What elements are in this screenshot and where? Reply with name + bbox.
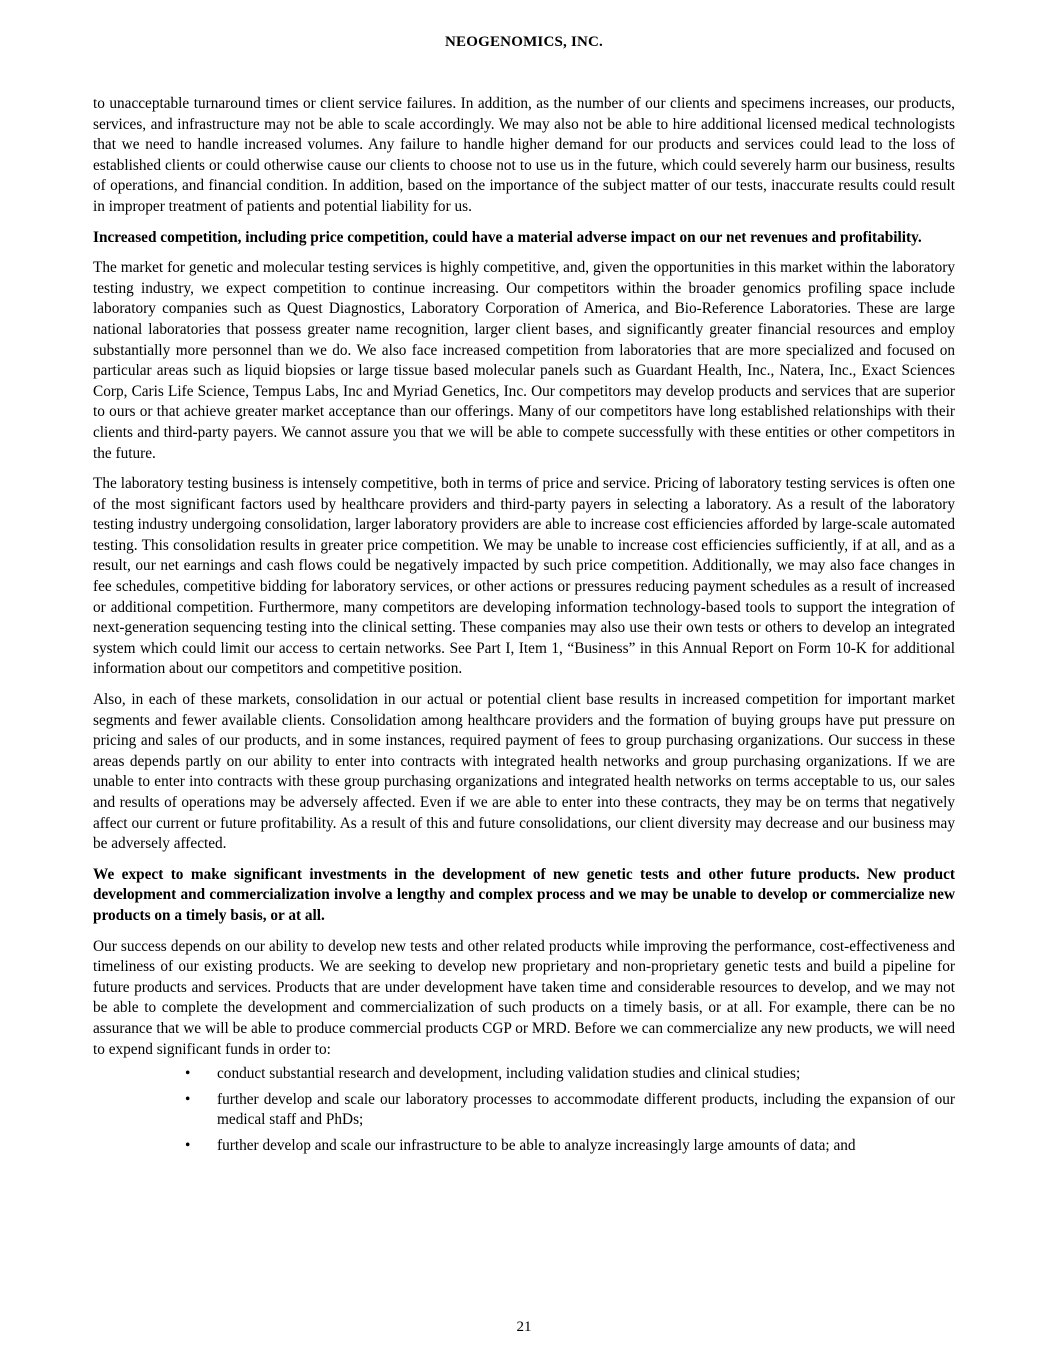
bullet-icon: •	[185, 1136, 191, 1154]
risk-heading-competition: Increased competition, including price competition, could have a material adverse impact on our net revenues and profitability.	[93, 228, 922, 246]
paragraph-product-development: Our success depends on our ability to develop new tests and other related products while improving the performance, cost-effectiveness and timeliness of our existing products. We are seeking to develop new proprietary and non-proprietary genetic tests and build a pipeline for future products and services. Products that are under development have taken time and considerable resources to develop, and we may not be able to complete the development and commercialization of such products on a timely basis, or at all. For example, there can be no assurance that we will be able to produce commercial products CGP or MRD. Before we can commercialize any new products, we will need to expend significant funds in order to:	[93, 937, 955, 1058]
list-item: • further develop and scale our infrastructure to be able to analyze increasingly large amounts of data; and	[217, 1136, 955, 1157]
bullet-icon: •	[185, 1065, 191, 1083]
paragraph-price-competition: The laboratory testing business is intensely competitive, both in terms of price and service. Pricing of laboratory testing services is often one of the most significant factors used by healthcare providers and third-party payers in selecting a laboratory. As a result of the laboratory testing industry undergoing consolidation, larger laboratory providers are able to increase cost efficiencies afforded by large-scale automated testing. This consolidation results in greater price competition. We may be unable to increase cost efficiencies sufficiently, if at all, and as a result, our net earnings and cash flows could be negatively impacted by such price competition. Additionally, we may also face changes in fee schedules, competitive bidding for laboratory services, or other actions or pressures reducing payment schedules as a result of increased or additional competition. Furthermore, many competitors are developing information technology-based tools to support the integration of next-generation sequencing testing into the clinical setting. These companies may also use their own tests or others to develop an integrated system which could limit our access to certain networks. See Part I, Item 1, “Business” in this Annual Report on Form 10-K for additional information about our competitors and competitive position.	[93, 475, 955, 678]
paragraph-consolidation: Also, in each of these markets, consolidation in our actual or potential client base results in increased competition for important market segments and fewer available clients. Consolidation among healthcare providers and the formation of buying groups have put pressure on pricing and sales of our products, and in some instances, required payment of fees to group purchasing organizations. Our success in these areas depends partly on our ability to enter into contracts with integrated health networks and group purchasing organizations. If we are unable to enter into contracts with these group purchasing organizations and integrated health networks on terms acceptable to us, our sales and results of operations may be adversely affected. Even if we are able to enter into these contracts, they may be on terms that negatively affect our current or future profitability. As a result of this and future consolidations, our client diversity may decrease and our business may be adversely affected.	[93, 691, 955, 853]
risk-heading-new-products: We expect to make significant investments in the development of new genetic tests and other future products. New product development and commercialization involve a lengthy and complex process and we may be unable to develop or commercialize new products on a timely basis, or at all.	[93, 865, 955, 924]
paragraph-market-competition: The market for genetic and molecular testing services is highly competitive, and, given the opportunities in this market within the laboratory testing industry, we expect competition to continue increasing. Our competitors within the broader genomics profiling space include laboratory companies such as Quest Diagnostics, Laboratory Corporation of America, and Bio-Reference Laboratories. These are large national laboratories that possess greater name recognition, larger client bases, and significantly greater financial resources and employ substantially more personnel than we do. We also face increased competition from laboratories that are more specialized and focused on particular areas such as liquid biopsies or large tissue based molecular panels such as Guardant Health, Inc., Natera, Inc., Exact Sciences Corp, Caris Life Science, Tempus Labs, Inc and Myriad Genetics, Inc. Our competitors may develop products and services that are superior to ours or that achieve greater market acceptance than our offerings. Many of our competitors have long established relationships with their clients and third-party payers. We cannot assure you that we will be able to compete successfully with these entities or other competitors in the future.	[93, 259, 955, 462]
list-item: • conduct substantial research and development, including validation studies and clinical studies;	[217, 1064, 955, 1085]
paragraph-turnaround: to unacceptable turnaround times or client service failures. In addition, as the number of our clients and specimens increases, our products, services, and infrastructure may not be able to scale accordingly. We may also not be able to hire additional licensed medical technologists that we need to handle increased volumes. Any failure to handle higher demand for our products and services could lead to the loss of established clients or could otherwise cause our clients to choose not to use us in the future, which could severely harm our business, results of operations, and financial condition. In addition, based on the importance of the subject matter of our tests, inaccurate results could result in improper treatment of patients and potential liability for us.	[93, 95, 955, 215]
page-number: 21	[516, 1319, 532, 1335]
page-header-company: NEOGENOMICS, INC.	[445, 34, 603, 50]
list-item: • further develop and scale our laboratory processes to accommodate different products, including the expansion of our medical staff and PhDs;	[185, 1090, 955, 1129]
bullet-list	[93, 1064, 955, 1156]
bullet-icon: •	[185, 1090, 191, 1108]
document-body	[93, 94, 955, 1162]
